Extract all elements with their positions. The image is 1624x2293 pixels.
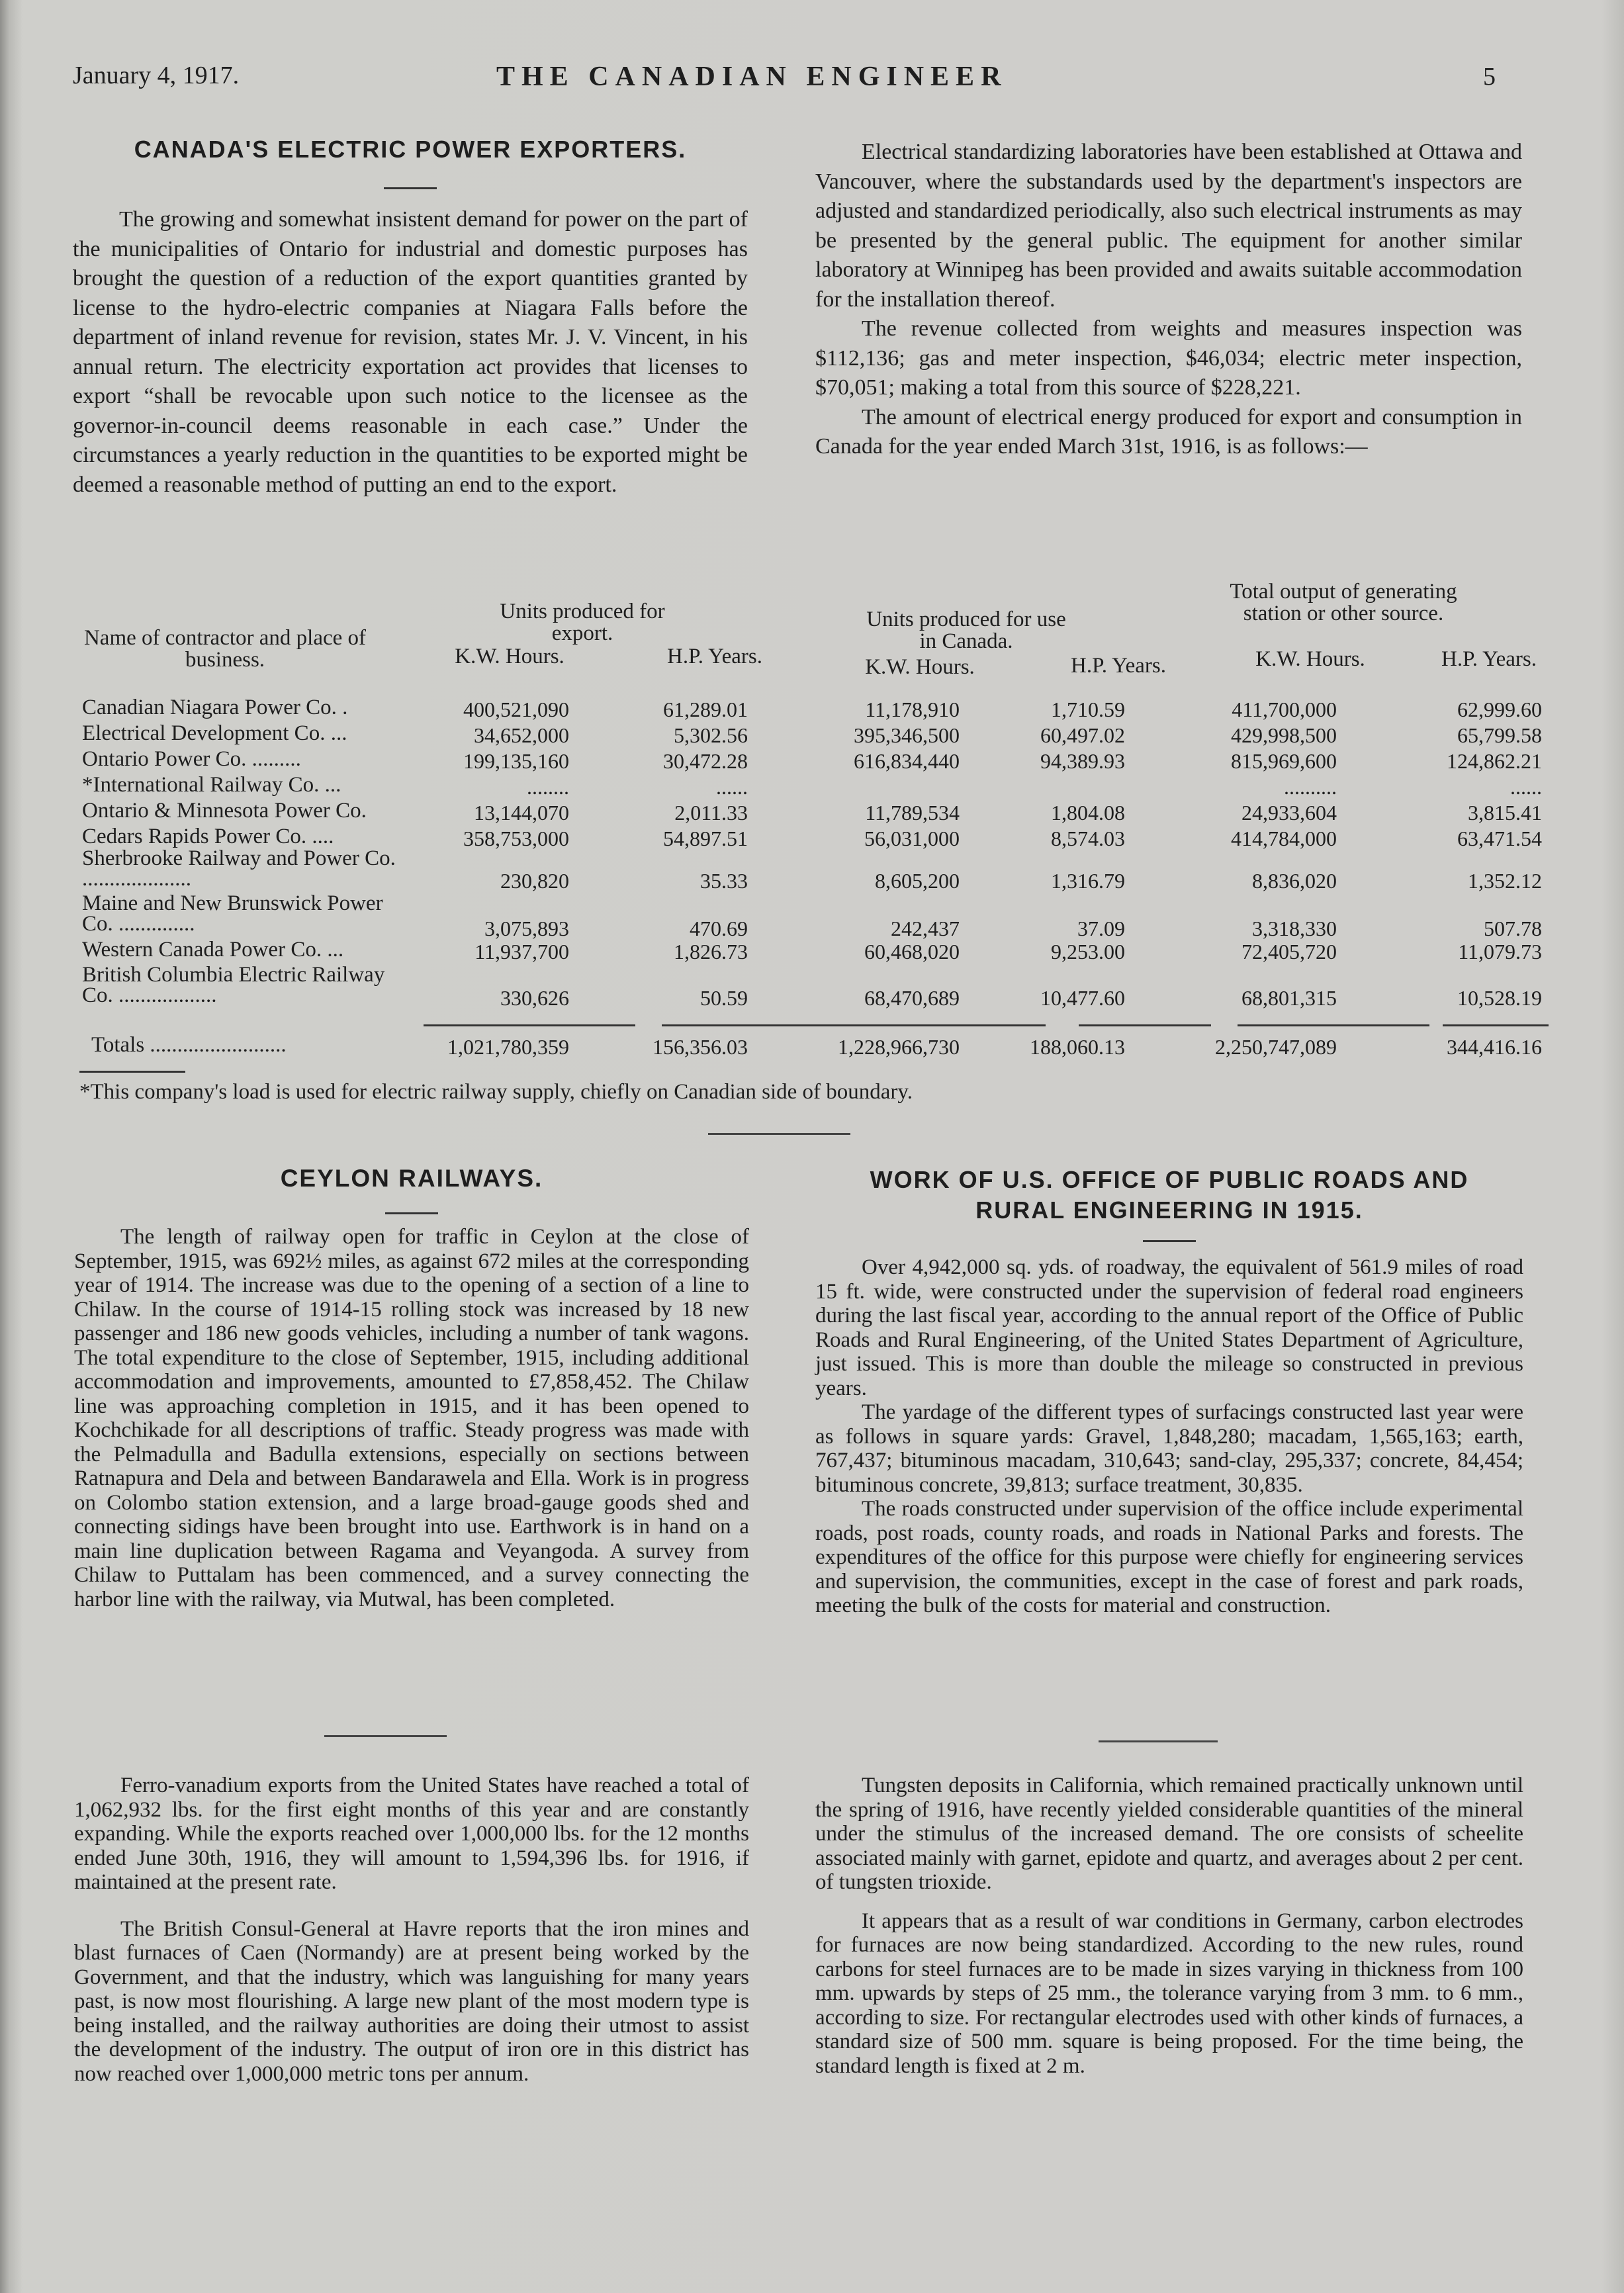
table-cell: 13,144,070: [474, 801, 569, 825]
table-cell: 429,998,500: [1231, 723, 1337, 747]
table-cell: 3,815.41: [1468, 801, 1542, 825]
table-cell: 8,574.03: [1051, 827, 1125, 850]
table-cell: 199,135,160: [463, 749, 569, 773]
table-cell: 94,389.93: [1040, 749, 1125, 773]
table-cell: 330,626: [500, 986, 569, 1010]
paragraph: Over 4,942,000 sq. yds. of roadway, the equivalent of 561.9 miles of road 15 ft. wide, were constructed under the supervision of federal road engineers during the last fiscal year, according to the annual report of the Office of Public Roads and Rural Engineering, of the United States Department of Agriculture, just issued. This is more than double the mileage so constructed in previous years.: [815, 1255, 1523, 1400]
section-divider: [324, 1735, 447, 1737]
paragraph: Ferro-vanadium exports from the United States have reached a total of 1,062,932 lbs. for the first eight months of this year and are constantly expanding. While the exports reached over 1,000,000 lbs. for the 12 months ended June 30th, 1916, they will amount to 1,594,396 lbs. for 1916, if maintained at the present rate.: [74, 1774, 749, 1894]
page-header: [73, 61, 1496, 101]
table-cell: 9,253.00: [1051, 940, 1125, 964]
table-cell: 1,826.73: [674, 940, 748, 964]
table-total-cell: 188,060.13: [1030, 1035, 1125, 1059]
table-cell: 1,804.08: [1051, 801, 1125, 825]
total-rule: [662, 1024, 827, 1026]
table-group-total: Total output of generating station or other source.: [1230, 580, 1457, 625]
title-rule: [385, 1212, 438, 1214]
table-cell: 50.59: [700, 986, 748, 1010]
paragraph: The revenue collected from weights and measures inspection was $112,136; gas and meter inspection, $46,034; electric meter inspection, $70,051; making a total from this source of $228,221.: [815, 316, 1522, 400]
issue-date: January 4, 1917.: [73, 62, 240, 89]
table-cell: 60,497.02: [1040, 723, 1125, 747]
article-title: CEYLON RAILWAYS.: [280, 1165, 543, 1192]
total-rule: [1079, 1024, 1211, 1026]
table-cell: 11,789,534: [865, 801, 960, 825]
table-cell: 8,605,200: [875, 869, 960, 893]
table-cell: 1,316.79: [1051, 869, 1125, 893]
total-rule: [827, 1024, 1046, 1026]
article-title: [815, 1165, 1523, 1226]
table-row-name: Cedars Rapids Power Co. ....: [82, 825, 334, 848]
table-cell: 54,897.51: [663, 827, 748, 850]
paragraph: The growing and somewhat insistent demand for power on the part of the municipalities of Ontario for industrial and domestic purposes has brought the question of a reduction of the export quantities granted by license to the hydro-electric companies at Niagara Falls before the department of inland revenue for revision, states Mr. J. V. Vincent, in his annual return. The electricity exportation act provides that licenses to export “shall be revocable upon such notice to the licensee as the governor-in-council deems reasonable in each case.” Under the circumstances a yearly reduction in the quantities to be exported might be deemed a reasonable method of putting an end to the export.: [73, 207, 748, 497]
unit-kw-1: K.W. Hours.: [455, 645, 564, 668]
table-cell: 5,302.56: [674, 723, 748, 747]
paragraph: The amount of electrical energy produced for export and consumption in Canada for the year ended March 31st, 1916, is as follows:—: [815, 404, 1522, 459]
table-cell: 30,472.28: [663, 749, 748, 773]
table-cell: ......: [1510, 775, 1542, 799]
paragraph: Tungsten deposits in California, which remained practically unknown until the spring of 1916, have recently yielded considerable quantities of the mineral under the stimulus of the increased demand. The ore consists of scheelite associated mainly with garnet, epidote and quartz, and averages about 2 per cent. of tungsten trioxide.: [815, 1774, 1523, 1894]
table-cell: 72,405,720: [1241, 940, 1337, 964]
table-footnote: *This company's load is used for electric railway supply, chiefly on Canadian side of boundary.: [79, 1080, 913, 1104]
paragraph: The roads constructed under supervision of the office include experimental roads, post roads, county roads, and roads in National Parks and forests. The expenditures of the office for this purpose were chiefly for engineering services and supervision, the communities, except in the case of forest and park roads, meeting the bulk of the costs for material and construction.: [815, 1497, 1523, 1617]
table-cell: 414,784,000: [1231, 827, 1337, 850]
table-row-name: Canadian Niagara Power Co. .: [82, 696, 348, 719]
table-row-name: Maine and New Brunswick Power Co. ..............: [82, 891, 383, 936]
table-cell: 395,346,500: [854, 723, 960, 747]
table-total-cell: 156,356.03: [653, 1035, 748, 1059]
journal-title: THE CANADIAN ENGINEER: [496, 62, 1008, 92]
total-rule: [424, 1024, 635, 1026]
table-cell: 37.09: [1077, 917, 1125, 940]
article-ferro-vanadium: [74, 1774, 749, 2086]
table-cell: 358,753,000: [463, 827, 569, 850]
table-row-name: British Columbia Electric Railway Co. ..................: [82, 963, 385, 1007]
table-cell: 8,836,020: [1252, 869, 1337, 893]
table-cell: 68,801,315: [1241, 986, 1337, 1010]
table-cell: 10,528.19: [1457, 986, 1542, 1010]
table-cell: 61,289.01: [663, 697, 748, 721]
title-line: WORK OF U.S. OFFICE OF PUBLIC ROADS AND: [870, 1166, 1469, 1193]
table-cell: 11,079.73: [1458, 940, 1542, 964]
table-cell: ........: [527, 775, 569, 799]
paragraph: Electrical standardizing laboratories have been established at Ottawa and Vancouver, where the substandards used by the department's inspectors are adjusted and standardized periodically, also such electrical instruments as may be presented by the general public. The equipment for another similar laboratory at Winnipeg has been provided and awaits suitable accommodation for the installation thereof.: [815, 140, 1522, 312]
table-head-name: Name of contractor and place of business.: [83, 626, 367, 672]
table-cell: 507.78: [1484, 917, 1542, 940]
title-rule: [1143, 1240, 1196, 1242]
article-public-roads: [815, 1165, 1523, 1618]
table-cell: 411,700,000: [1232, 697, 1337, 721]
table-cell: 3,318,330: [1252, 917, 1337, 940]
table-row-name: Western Canada Power Co. ...: [82, 938, 344, 962]
section-divider: [1099, 1740, 1218, 1742]
table-cell: 35.33: [700, 869, 748, 893]
table-row-name: Electrical Development Co. ...: [82, 721, 347, 745]
page-number: 5: [1483, 63, 1496, 91]
unit-hp-3: H.P. Years.: [1441, 647, 1537, 671]
table-cell: 62,999.60: [1457, 697, 1542, 721]
unit-kw-3: K.W. Hours.: [1255, 647, 1365, 671]
table-row-name: Sherbrooke Railway and Power Co. ....................: [82, 846, 396, 891]
total-rule: [1443, 1024, 1549, 1026]
title-rule: [384, 187, 437, 189]
table-cell: 34,652,000: [474, 723, 569, 747]
unit-kw-2: K.W. Hours.: [865, 655, 975, 679]
table-cell: 1,352.12: [1468, 869, 1542, 893]
table-cell: 815,969,600: [1231, 749, 1337, 773]
table-cell: 3,075,893: [484, 917, 569, 940]
footnote-rule: [79, 1071, 185, 1073]
article-ceylon-railways: [74, 1165, 749, 1611]
table-cell: 68,470,689: [864, 986, 960, 1010]
table-cell: 2,011.33: [674, 801, 748, 825]
paragraph: It appears that as a result of war conditions in Germany, carbon electrodes for furnaces are now being standardized. According to the new rules, round carbons for steel furnaces are to be made in sizes varying in thickness from 100 mm. upwards by steps of 25 mm., the tolerance varying from 3 mm. to 6 mm., according to size. For rectangular electrodes used with other kinds of furnaces, a standard size of 500 mm. square is being proposed. For the time being, the standard length is fixed at 2 m.: [815, 1909, 1523, 2078]
paragraph: The yardage of the different types of surfacings constructed last year were as follows in square yards: Gravel, 1,848,280; macadam, 1,565,163; earth, 767,437; bituminous macadam, 310,643; sand-clay, 295,337; concrete, 84,454; bituminous concrete, 39,813; surface treatment, 30,835.: [815, 1400, 1523, 1497]
table-cell: 1,710.59: [1051, 697, 1125, 721]
table-cell: ......: [716, 775, 748, 799]
paragraph: The length of railway open for traffic in Ceylon at the close of September, 1915, was 692½ miles, as against 672 miles at the corresponding year of 1914. The increase was due to the opening of a section of a line to Chilaw. In the course of 1914-15 rolling stock was increased by 18 new passenger and 186 new goods vehicles, including a number of tank wagons. The total expenditure to the close of September, 1915, including additional accommodation and improvements, amounted to £7,858,452. The Chilaw line was approaching completion in 1915, and it has been opened to Kochchikade for all descriptions of traffic. Steady progress was made with the Pelmadulla and Badulla extensions, especially on sections between Ratnapura and Dela and between Bandarawela and Ella. Work is in progress on Colombo station extension, and a large broad-gauge goods shed and connecting sidings have been brought into use. Earthwork is in hand on a main line duplication between Ragama and Veyangoda. A survey from Chilaw to Puttalam has been commenced, and a survey connecting the harbor line with the railway, via Mutwal, has been completed.: [74, 1225, 749, 1611]
table-cell: 10,477.60: [1040, 986, 1125, 1010]
table-cell: 242,437: [891, 917, 960, 940]
table-cell: 400,521,090: [463, 697, 569, 721]
unit-hp-2: H.P. Years.: [1071, 654, 1166, 678]
table-group-export: Units produced for export.: [500, 600, 665, 645]
table-cell: 65,799.58: [1457, 723, 1542, 747]
table-cell: 60,468,020: [864, 940, 960, 964]
table-cell: ..........: [1284, 775, 1337, 799]
table-cell: 63,471.54: [1457, 827, 1542, 850]
unit-hp-1: H.P. Years.: [667, 645, 762, 668]
table-row-name: Ontario Power Co. .........: [82, 747, 301, 771]
table-total-cell: 1,021,780,359: [447, 1035, 569, 1059]
table-cell: 470.69: [690, 917, 748, 940]
section-divider: [708, 1133, 850, 1135]
table-cell: 124,862.21: [1447, 749, 1542, 773]
total-rule: [1238, 1024, 1429, 1026]
totals-label: Totals .........................: [91, 1033, 287, 1057]
article-electric-power-left: [73, 136, 748, 500]
table-cell: 616,834,440: [854, 749, 960, 773]
paragraph: The British Consul-General at Havre reports that the iron mines and blast furnaces of Caen (Normandy) are at present being worked by the Government, and that the industry, which was languishing for many years past, is now most flourishing. A large new plant of the most modern type is being installed, and the railway authorities are doing their utmost to assist the development of the industry. The output of iron ore in this district has now reached over 1,000,000 metric tons per annum.: [74, 1916, 749, 2086]
table-group-canada: Units produced for use in Canada.: [866, 607, 1066, 653]
article-title: CANADA'S ELECTRIC POWER EXPORTERS.: [134, 136, 687, 163]
article-electric-power-right: [815, 138, 1522, 462]
table-cell: 56,031,000: [864, 827, 960, 850]
power-output-table: [79, 580, 1542, 1085]
table-total-cell: 344,416.16: [1447, 1035, 1542, 1059]
table-row-name: Ontario & Minnesota Power Co.: [82, 799, 367, 823]
title-line: RURAL ENGINEERING IN 1915.: [975, 1196, 1363, 1224]
table-row-name: *International Railway Co. ...: [82, 773, 341, 797]
table-cell: 11,178,910: [865, 697, 960, 721]
table-total-cell: 2,250,747,089: [1215, 1035, 1337, 1059]
table-cell: 11,937,700: [474, 940, 569, 964]
table-total-cell: 1,228,966,730: [838, 1035, 960, 1059]
table-cell: 24,933,604: [1241, 801, 1337, 825]
article-tungsten: [815, 1774, 1523, 2078]
table-cell: 230,820: [500, 869, 569, 893]
